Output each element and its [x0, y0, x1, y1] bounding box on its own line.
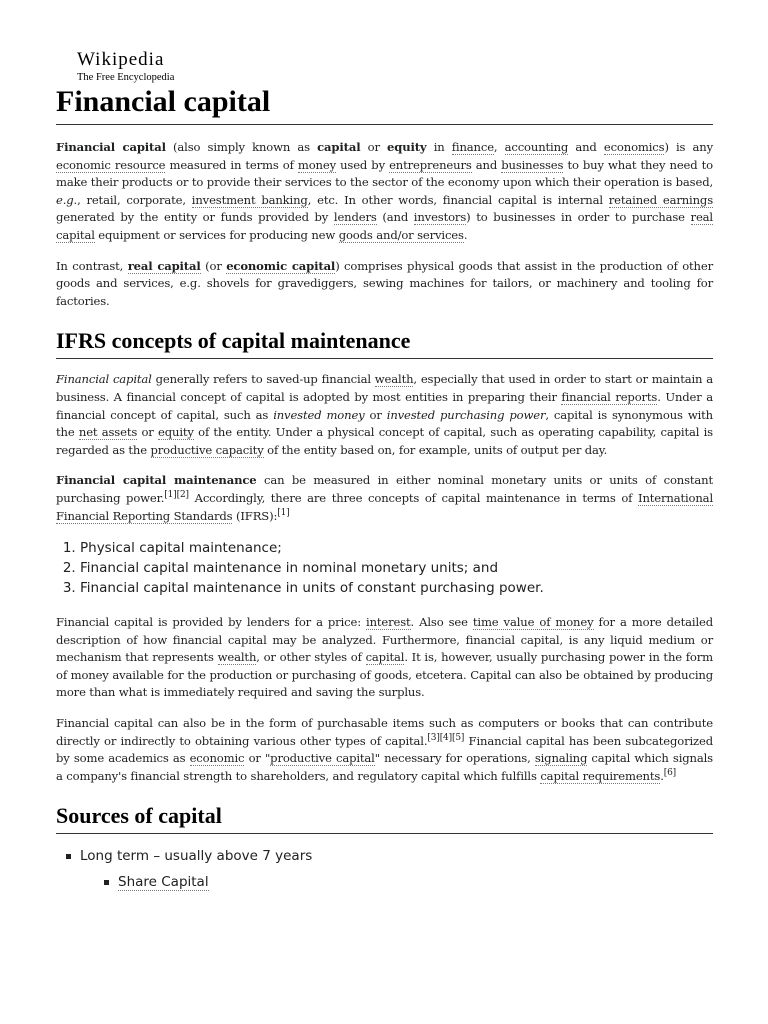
text-run: , etc. In other words, financial capital is internal	[307, 192, 609, 207]
text-run: invested money	[273, 407, 365, 422]
share-capital-link[interactable]: Share Capital	[118, 874, 209, 891]
text-run: . Also see	[410, 615, 473, 630]
article-content	[56, 84, 713, 908]
intro-paragraph-1	[56, 139, 713, 245]
text-run: ) comprises physical goods that assist in the production of other goods and services, e.g. shovels for gravediggers, sewing machines for tailors, or machinery and tooling for factories.	[56, 258, 713, 308]
text-run: (or	[200, 258, 227, 273]
text-run: measured in terms of	[165, 157, 298, 172]
text-run: equipment or services for producing new	[94, 227, 339, 242]
capital-maintenance-list	[56, 538, 713, 598]
inline-link[interactable]: International Financial Reporting Standards	[56, 490, 714, 523]
list-item-label: Long term – usually above 7 years	[80, 848, 313, 865]
text-run: , capital is synonymous with the	[56, 407, 713, 440]
list-item: 1. Physical capital maintenance;	[80, 538, 713, 558]
list-item	[104, 872, 713, 892]
text-run: in	[426, 140, 452, 154]
bullet-icon	[104, 880, 109, 885]
inline-link[interactable]: financial reports	[561, 389, 658, 404]
text-run: (also simply known as	[165, 140, 318, 154]
inline-link[interactable]: economics	[603, 140, 665, 154]
text-run: Accordingly, there are three concepts of capital maintenance in terms of	[188, 490, 639, 505]
text-run: e.g.	[56, 192, 78, 207]
text-run: or	[360, 140, 388, 154]
text-run: .	[660, 768, 664, 783]
text-run: , or other styles of	[256, 650, 366, 665]
text-run: Financial capital is provided by lenders for a price:	[56, 615, 367, 630]
citation-ref[interactable]: [1][2]	[164, 489, 189, 500]
section-heading-sources: Sources of capital	[56, 803, 713, 834]
text-run: or "	[244, 751, 271, 766]
text-run: " necessary for operations,	[374, 751, 535, 766]
sources-sublist	[80, 872, 713, 892]
text-run: of the entity. Under a physical concept of capital, such as operating capability, capital is regarded as the	[56, 425, 713, 457]
inline-link[interactable]: net assets	[78, 425, 138, 440]
text-run: generated by the entity or funds provided by	[56, 210, 334, 225]
ifrs-paragraph-3	[56, 614, 713, 702]
inline-link[interactable]: accounting	[504, 140, 569, 154]
text-run: , especially that used in order to start or maintain a business. A financial concept of capital is adopted by most entities in preparing their	[56, 372, 714, 404]
text-run: (IFRS):	[232, 508, 278, 523]
sources-list	[56, 846, 713, 892]
text-run: and	[471, 157, 502, 172]
intro-paragraph-2	[56, 258, 713, 311]
text-run: of the entity based on, for example, units of output per day.	[263, 442, 608, 457]
text-run: to buy what they need to make their products or to provide their services to the sector of the economy upon which their operation is based,	[56, 157, 713, 190]
text-run: invested purchasing power	[386, 407, 546, 422]
text-run: , retail, corporate,	[77, 192, 192, 207]
text-run: (and	[376, 210, 414, 225]
page-title: Financial capital	[56, 84, 713, 125]
inline-link[interactable]: signaling	[534, 751, 588, 766]
inline-link[interactable]: economic capital	[226, 258, 336, 273]
inline-link[interactable]: investment banking	[191, 192, 308, 207]
inline-link[interactable]: economic	[189, 751, 245, 766]
text-run: . It is, however, usually purchasing power in the form of money available for the production or purchasing of goods, etcetera. Capital can also be obtained by producing more than what is immediately required and saving the surplus.	[56, 650, 713, 700]
section-heading-ifrs: IFRS concepts of capital maintenance	[56, 328, 713, 359]
inline-link[interactable]: retained earnings	[608, 192, 714, 207]
inline-link[interactable]: lenders	[333, 210, 377, 225]
text-run: used by	[335, 157, 390, 172]
inline-link[interactable]: real capital	[56, 210, 713, 242]
citation-ref[interactable]: [1]	[277, 507, 290, 518]
inline-link[interactable]: productive capacity	[150, 442, 264, 457]
citation-ref[interactable]: [3][4][5]	[427, 732, 465, 743]
text-run: or	[137, 425, 159, 440]
text-run: generally refers to saved-up financial	[151, 372, 375, 387]
text-run: Financial capital	[56, 372, 152, 387]
text-run: Financial capital maintenance	[56, 473, 257, 488]
inline-link[interactable]: time value of money	[472, 615, 594, 630]
text-run: capital which signals a company's financial strength to shareholders, and regulatory capital which fulfills	[56, 751, 713, 783]
list-item: 2. Financial capital maintenance in nominal monetary units; and	[80, 558, 713, 578]
text-run: for a more detailed description of how financial capital may be analyzed. Furthermore, financial capital, is any liquid medium or mechanism that represents	[56, 615, 713, 665]
list-item: 3. Financial capital maintenance in units of constant purchasing power.	[80, 578, 713, 598]
inline-link[interactable]: wealth	[374, 372, 414, 387]
inline-link[interactable]: capital	[365, 650, 405, 665]
text-run: equity	[387, 140, 427, 154]
text-run: .	[463, 227, 468, 242]
text-run: ) to businesses in order to purchase	[466, 210, 691, 225]
inline-link[interactable]: economic resource	[56, 157, 166, 172]
text-run: and	[568, 140, 604, 154]
inline-link[interactable]: equity	[158, 425, 194, 440]
inline-link[interactable]: entrepreneurs	[389, 157, 472, 172]
list-item	[66, 846, 713, 892]
logo-tagline: The Free Encyclopedia	[77, 72, 175, 83]
text-run: Financial capital has been subcategorized by some academics as	[56, 733, 713, 766]
text-run: Financial capital	[56, 140, 166, 154]
wikipedia-logo[interactable]	[77, 50, 174, 84]
inline-link[interactable]: interest	[366, 615, 411, 630]
inline-link[interactable]: finance	[451, 140, 494, 154]
ifrs-paragraph-1	[56, 371, 713, 459]
citation-ref[interactable]: [6]	[663, 767, 677, 778]
inline-link[interactable]: businesses	[501, 157, 564, 172]
text-run: In contrast,	[56, 258, 128, 273]
inline-link[interactable]: productive capital	[270, 751, 375, 766]
ifrs-paragraph-4	[56, 715, 713, 785]
text-run: ) is any	[664, 140, 713, 154]
inline-link[interactable]: investors	[413, 210, 467, 225]
inline-link[interactable]: real capital	[127, 258, 201, 273]
text-run: capital	[317, 140, 361, 154]
text-run: ,	[493, 140, 505, 154]
inline-link[interactable]: money	[297, 157, 336, 172]
text-run: Financial capital can also be in the form of purchasable items such as computers or books that can contribute directly or indirectly to obtaining various other types of capital.	[56, 716, 713, 748]
logo-wordmark: Wikipedia	[77, 49, 165, 70]
text-run: . Under a financial concept of capital, such as	[56, 389, 713, 422]
inline-link[interactable]: capital requirements	[540, 768, 661, 783]
text-run: can be measured in either nominal monetary units or units of constant purchasing power.	[56, 473, 713, 505]
inline-link[interactable]: goods and/or services	[338, 227, 464, 242]
ifrs-paragraph-2	[56, 472, 713, 525]
bullet-icon	[66, 854, 71, 859]
text-run: or	[364, 407, 387, 422]
inline-link[interactable]: wealth	[217, 650, 257, 665]
